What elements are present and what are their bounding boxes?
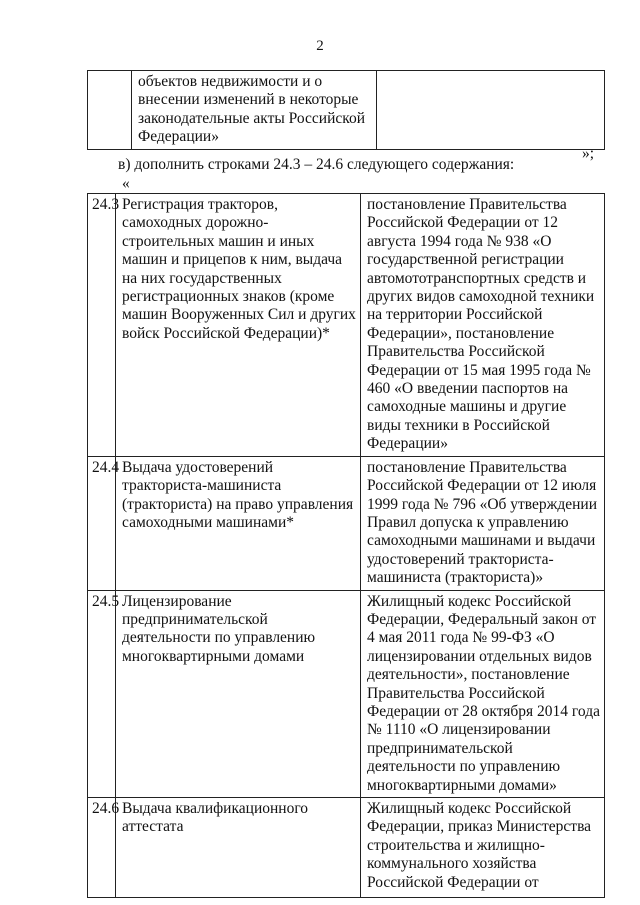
table-row <box>88 194 605 457</box>
services-table <box>87 193 605 898</box>
service-cell: Регистрация тракторов, самоходных дорожно-строительных машин и иных машин и прицепов к ним, выдача на них государственных регистрационных знаков (кроме машин Вооруженных Сил и других войск Российской Федерации)* <box>116 194 361 457</box>
row-number-cell <box>88 71 132 150</box>
row-number-cell: 24.5 <box>88 590 116 797</box>
table-row <box>88 798 605 898</box>
row-number-cell: 24.4 <box>88 456 116 590</box>
legal-act-cell: Жилищный кодекс Российской Федерации, приказ Министерства строительства и жилищно-коммунального хозяйства Российской Федерации от <box>361 798 605 898</box>
table-row <box>88 71 605 150</box>
page-number: 2 <box>316 38 324 54</box>
row-number-cell: 24.3 <box>88 194 116 457</box>
closing-quote: »; <box>582 145 595 162</box>
table-row <box>88 456 605 590</box>
row-number-cell: 24.6 <box>88 798 116 898</box>
service-cell: Выдача квалификационного аттестата <box>116 798 361 898</box>
table-row <box>88 590 605 797</box>
legal-act-cell: Жилищный кодекс Российской Федерации, Федеральный закон от 4 мая 2011 года № 99-ФЗ «О лицензировании отдельных видов деятельности», постановление Правительства Российской Федерации от 28 октября 2014 года № 1110 «О лицензировании предпринимательской деятельности по управлению многоквартирными домами» <box>361 590 605 797</box>
legal-act-cell: постановление Правительства Российской Федерации от 12 августа 1994 года № 938 «О государственной регистрации автомототранспортных средств и других видов самоходной техники на территории Российской Федерации», постановление Правительства Российской Федерации от 15 мая 1995 года № 460 «О введении паспортов на самоходные машины и другие виды техники в Российской Федерации» <box>361 194 605 457</box>
service-cell: объектов недвижимости и о внесении изменений в некоторые законодательные акты Российской Федерации» <box>132 71 377 150</box>
legal-act-cell: постановление Правительства Российской Федерации от 12 июля 1999 года № 796 «Об утверждении Правил допуска к управлению самоходными машинами и выдачи удостоверений тракториста-машиниста (тракториста)» <box>361 456 605 590</box>
continued-table <box>87 70 605 150</box>
service-cell: Лицензирование предпринимательской деятельности по управлению многоквартирными домами <box>116 590 361 797</box>
service-cell: Выдача удостоверений тракториста-машиниста (тракториста) на право управления самоходными машинами* <box>116 456 361 590</box>
amendment-intro: в) дополнить строками 24.3 – 24.6 следующего содержания: <box>118 156 515 173</box>
legal-act-cell <box>377 71 605 150</box>
opening-quote: « <box>122 175 130 192</box>
